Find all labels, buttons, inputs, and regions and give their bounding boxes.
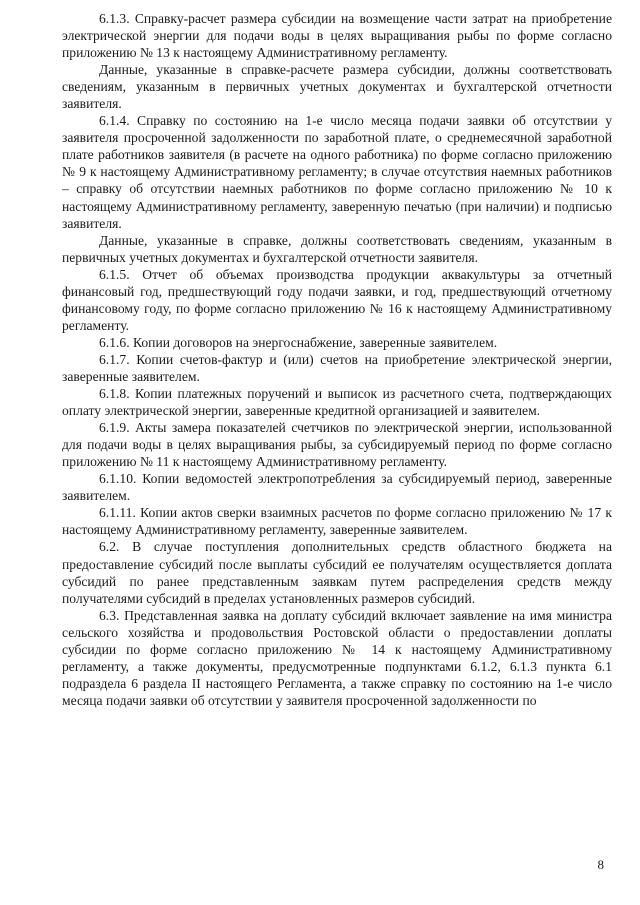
paragraph-6-1-4-note: Данные, указанные в справке, должны соответствовать сведениям, указанным в первичных учетных документах и бухгалтерской отчетности заявителя. <box>62 232 612 265</box>
paragraph-6-3: 6.3. Представленная заявка на доплату субсидий включает заявление на имя министра сельского хозяйства и продовольствия Ростовской области о предоставлении доплаты субсидии по форме согласно приложению № 14 к настоящему Административному регламенту, а также документы, предусмотренные подпунктами 6.1.2, 6.1.3 пункта 6.1 подраздела 6 раздела II настоящего Регламента, а также справку по состоянию на 1-е число месяца подачи заявки об отсутствии у заявителя просроченной задолженности по <box>62 607 612 708</box>
paragraph-6-1-6: 6.1.6. Копии договоров на энергоснабжение, заверенные заявителем. <box>99 334 498 350</box>
paragraph-6-1-11: 6.1.11. Копии актов сверки взаимных расчетов по форме согласно приложению № 17 к настоящему Административному регламенту, заверенные заявителем. <box>62 505 612 538</box>
paragraph-6-1-4: 6.1.4. Справку по состоянию на 1-е число месяца подачи заявки об отсутствии у заявителя просроченной задолженности по заработной плате, о среднемесячной заработной плате работников заявителя (в расчете на одного работника) по форме согласно приложению № 9 к настоящему Административному регламенту; в случае отсутствия наемных работников – справку об отсутствии наемных работников по форме согласно приложению № 10 к настоящему Административному регламенту, заверенную печатью (при наличии) и подписью заявителя. <box>62 113 612 231</box>
page-number: 8 <box>597 857 604 872</box>
paragraph-6-1-8: 6.1.8. Копии платежных поручений и выписок из расчетного счета, подтверждающих оплату электрической энергии, заверенные кредитной организацией и заявителем. <box>62 386 612 419</box>
paragraph-6-1-9: 6.1.9. Акты замера показателей счетчиков по электрической энергии, использованной для подачи воды в целях выращивания рыбы, за субсидируемый период по форме согласно приложению № 11 к настоящему Административному регламенту. <box>62 420 612 470</box>
paragraph-6-1-7: 6.1.7. Копии счетов-фактур и (или) счетов на приобретение электрической энергии, заверенные заявителем. <box>62 351 612 384</box>
document-body <box>62 10 612 709</box>
paragraph-6-1-5: 6.1.5. Отчет об объемах производства продукции аквакультуры за отчетный финансовый год, предшествующий году подачи заявки, и год, предшествующий отчетному финансовому году, по форме согласно приложению № 16 к настоящему Административному регламенту. <box>62 266 612 333</box>
paragraph-6-1-3-note: Данные, указанные в справке-расчете размера субсидии, должны соответствовать сведениям, указанным в первичных учетных документах и бухгалтерской отчетности заявителя. <box>62 62 612 112</box>
paragraph-6-1-10: 6.1.10. Копии ведомостей электропотребления за субсидируемый период, заверенные заявителем. <box>62 471 612 504</box>
paragraph-6-1-3: 6.1.3. Справку-расчет размера субсидии на возмещение части затрат на приобретение электрической энергии для подачи воды в целях выращивания рыбы по форме согласно приложению № 13 к настоящему Административному регламенту. <box>62 11 612 61</box>
paragraph-6-2: 6.2. В случае поступления дополнительных средств областного бюджета на предоставление субсидий после выплаты субсидий ее получателям осуществляется доплата субсидий по ранее представленным заявкам путем распределения средств между получателями субсидий в пределах установленных размеров субсидий. <box>62 539 612 606</box>
